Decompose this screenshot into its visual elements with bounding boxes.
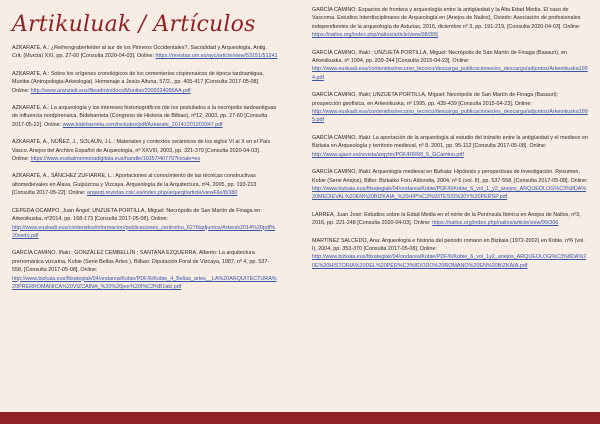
reference-text: GARCÍA CAMINO, Iñaki; UNZUETA PORTILLA, Miguel: Necrópolis de San Martín de Finaga (Basauri): prospección geofísica, en Arkeoikuska, nº 1995, pp. 435-439 [Consulta 2015-04-23]. Online: [312, 92, 559, 107]
page-title: Artikuluak / Artículos [12, 12, 256, 37]
reference-entry [312, 134, 588, 159]
reference-text: GARCÍA CAMINO, Iñaki: Arqueología medieval en Bizkaia: Hipótesis y perspectivas de investigación. Resumen, Kobie (Serie Anejos), Bilbo: Bizkaiko Foru Aldundia, 2004, nº 6 (vol. II), pp. 537-558, [Consulta 2017-05-08]. Online: [312, 169, 588, 184]
reference-link[interactable]: https://www.euskalmemoriadigitala.eus/handle/10357/40779?locale=es [30, 156, 201, 163]
reference-link[interactable]: http://www.bizkaia.eus/fitxategiak/04/ondarea/Kobie/PDF/6/Kobie_6_vol_1_y2_anejos_ARQUEOLOG%C3%8DA%20MEDIEVAL%20EN%20BIZKAIA_%20HIP%C3%93TESIS%20Y%20PERSP.pdf [312, 185, 587, 201]
reference-text: AZKARATE, A.: Sobre los orígenes cronológicos de los cementerios cispirenaicos de época tardoantigua, Munibe (Antropologia-Arkeologia). Homenaje a Jesús Altuna, 57/2., pp. 405-417 [Consulta 2017-05-08]. Online: [12, 70, 264, 94]
reference-text: LARREA, Juan José: Estudios sobre la Edad Media en el norte de la Península Ibérica en Anejos de Nailos, nº3, 2016, pp. 221-248 [Consulta 2020-04-03]. Online: [312, 211, 581, 227]
reference-link[interactable]: http://www.euskadi.eus/contenidos/recurso_tecnico/descarga_publicaciones/es_descarga/adjuntos/Arkeoikuska1994.pdf [312, 66, 588, 81]
reference-entry [312, 168, 588, 202]
reference-text: AZKARATE, A., NÚÑEZ, J., SOLAUN, J.L.: Materiales y contextos cerámicos de los siglos VI al X en el País Vasco. Anejos del Archivo Español de Arqueología, nº XXVIII, 2003, pp. 321-370 [Consulta 2020-04-03]. Online: [12, 139, 271, 163]
reference-entry [12, 207, 278, 241]
left-column [12, 44, 278, 300]
reference-link[interactable]: www.bidebarrieta.com/includes/pdf/Azkarate_20141201203347.pdf [62, 121, 223, 128]
right-column [312, 6, 588, 279]
reference-link[interactable]: http://www.bizkaia.eus/fitxategiak/04/ondarea/Kobie/PDF/6/Kobie_6_vol_1y2_anejos_ARQUEOLOG%C3%8DA%20E%20HISTORIA%20DEL%20PER%C3%8DODO%20ROMANO%20EN%20BIZKAIA.pdf [312, 254, 587, 269]
reference-text: CEPEDA OCAMPO, Juan Ángel; UNZUETA PORTILLA, Miguel: Necrópolis de San Martín de Finaga en Arkeoikuska, nº2014, pp. 168-173 [Consulta 2017-05-08]. Online: [12, 207, 261, 223]
reference-text: AZKARATE, A., SÁNCHEZ ZUFIARRE, L.: Aportaciones al conocimiento de las técnicas constructivas altomedievales en Alava, Guipúzcoa y Vizcaya. Arqueología de la Arquitectura, nº4, 2005, pp. 193-213 [Consulta 2017-05-22]. Online: [12, 173, 257, 197]
reference-text: MARTÍNEZ SALCEDO, Ana: Arqueología e historia del periodo romano en Bizkaia (1972-2002) en Kobie, nº6 (vol. I), 2004, pp. 353-370 [Consulta 2017-05-08]. Online: [312, 237, 585, 252]
reference-text: GARCÍA CAMINO, Iñaki ; UNZUETA PORTILLA, Miguel: Necrópolis de San Martín de Finaga (Basauri), en Arkeoikuska, nº 1994, pp. 339-344 [Consulta 2015-04-23]. Online: [312, 49, 568, 65]
reference-text: AZKARATE, A.: La arqueología y los intereses historiográficos (de los postulados a la necrópolis tardoantiguas de influencia nordpirenaica, Bidebarrieta (Congreso de Historia de Bilbao), nº12, 2003, pp. 27-60 [Consulta 2017-05-22]. Online: [12, 105, 277, 128]
reference-link[interactable]: http://www.euskadi.eus/contenidos/informacion/publicaciones_centrorku_6276/adjuntos/Arkeoik2014%20pdf%20web).pdf [12, 224, 276, 239]
footer-bar [0, 412, 600, 424]
reference-text: GARCÍA CAMINO, Iñaki: La aportación de la arqueología al estudio del tránsito entre la antigüedad y el medievo en Bizkaia en Arqueología y territorio medieval, nº 8, 2001, pp. 95-112 [Consulta 2017-05-08]. Online: [312, 134, 588, 150]
reference-text: AZKARATE, A.: ¿Reihengraberfelder al sur de los Pirineos Occidentales?, Sacralidad y Arqueología, Antig. Crit. (Murcia) XXI, pp. 27-60 [Consulta 2020-04-03]. Online: [12, 45, 267, 60]
reference-link[interactable]: https://nailos.org/index.php/nailos/article/view/98/305 [312, 32, 439, 39]
reference-entry [12, 104, 278, 129]
reference-entry [312, 91, 588, 125]
reference-link[interactable]: http://www.bizkaia.eus/fitxategiak/04/ondarea/Kobie/PDF/6/Kobie_4_Bellas_artes__LA%20ARQUITECTURA%20PRERROMANICA%20VIZCAINA_%20%20por%20I%C3%B1aki.pdf [12, 275, 277, 290]
reference-entry [12, 249, 278, 291]
reference-entry [12, 172, 278, 197]
reference-link[interactable]: arqarqt.revistas.csic.es/index.php/arqarqt/article/viewFile/8/380 [86, 190, 238, 197]
reference-entry [312, 6, 588, 40]
reference-entry [12, 70, 278, 95]
reference-text: GARCÍA CAMINO: Espacios de frontera y arqueología entre la antigüedad y la Alta Edad Media. El caso de Vascoma. Estudios Interdisciplinares de Arqueología en (Anejos de Nailos), Oviedo: Asociación de profesionales independientes de la arqueología de Asturias, 2016, diciembre nº 3, pp. 191-219, [Consulta 2020-04-03]. Online: [312, 7, 581, 30]
reference-link[interactable]: http://www.aranzadi.eus/fileadmin/docs/Munibe/2005024056AA.pdf [30, 87, 191, 94]
reference-entry [12, 44, 278, 61]
reference-link[interactable]: http://www.euskadi.eus/contenidos/recurso_tecnico/descarga_publicaciones/es_descarga/adjuntos/Arkeoikuska1995.pdf [312, 109, 588, 124]
reference-text: GARCÍA CAMINO, Iñaki ; GONZÁLEZ CEMBELLÍN ; SANTANA EZQUERRA, Alberto: La arquitectura prerrománica vizcaína, Kobie (Serie Bellas Artes ), Bilbao: Diputación Foral de Vizcaya, 1987, nº 4, pp. 537-558, [Consulta 2017-05-08]. Online: [12, 250, 270, 274]
reference-link[interactable]: https://nailos.org/index.php/nailos/article/view/99/306 [432, 220, 559, 227]
reference-link[interactable]: http://www.ujaen.es/revista/arqytm/PDF/R8/R8_5_GCamino.pdf [312, 151, 464, 158]
reference-link[interactable]: https://revistas.um.es/ayc/article/view/53151/51241 [155, 53, 278, 60]
reference-entry [312, 211, 588, 228]
reference-entry [12, 138, 278, 163]
reference-entry [312, 237, 588, 271]
reference-entry [312, 49, 588, 83]
